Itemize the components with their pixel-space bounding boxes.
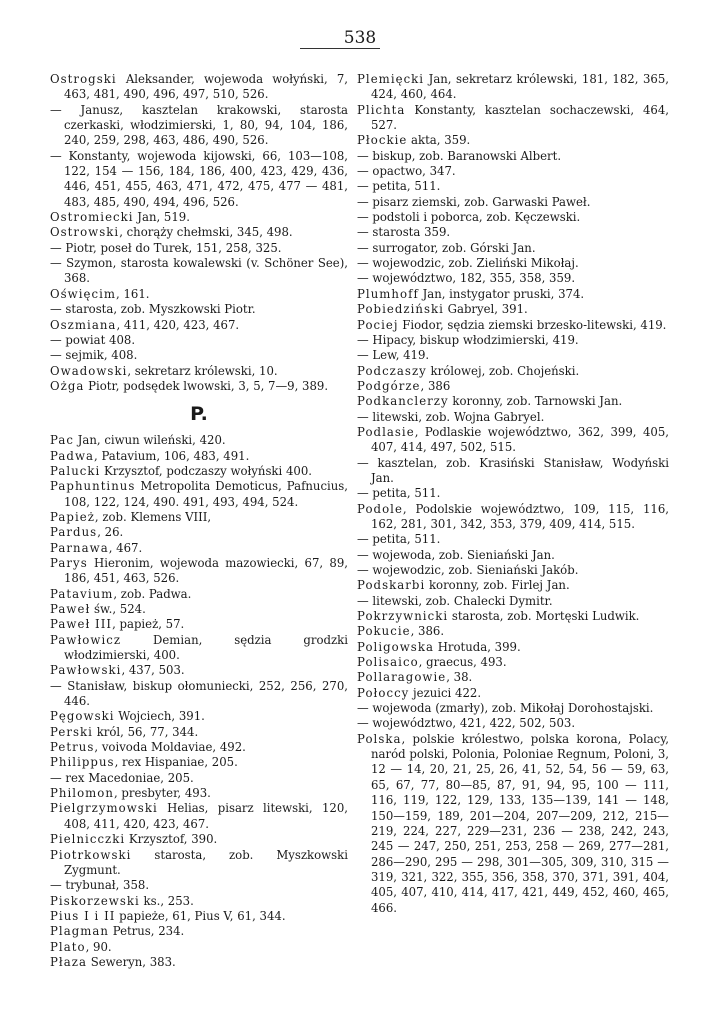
index-entry (50, 955, 348, 970)
entry-heading: Ostromiecki (50, 210, 134, 225)
entry-text: , graecus, 493. (418, 655, 507, 670)
index-entry (50, 449, 348, 464)
index-entry (357, 195, 669, 210)
entry-text: św., 524. (90, 602, 146, 616)
entry-text: Wojciech, 391. (114, 709, 205, 724)
index-entry (50, 633, 348, 664)
entry-text: , 411, 420, 423, 467. (116, 317, 240, 332)
entry-heading: Philippus (50, 755, 115, 770)
index-entry (50, 755, 348, 770)
entry-text: ks., 253. (139, 893, 194, 908)
entry-text: Jan, sekretarz królewski, 181, 182, 365, 424, 460, 464. (371, 72, 669, 102)
index-entry (357, 333, 669, 348)
entry-heading: Patavium (50, 586, 114, 601)
entry-text: Jan, 519. (133, 210, 190, 225)
entry-text: — litewski, zob. Chalecki Dymitr. (357, 593, 553, 608)
index-entry (50, 725, 348, 740)
page-number: 538 (343, 28, 377, 48)
entry-heading: Pielnicczki (50, 832, 126, 847)
index-entry (50, 617, 348, 632)
entry-text: — podstoli i poborca, zob. Kęczewski. (357, 210, 581, 225)
entry-text: koronny, zob. Firlej Jan. (425, 578, 570, 593)
entry-text: , zob. Padwa. (113, 586, 192, 601)
entry-text: starosta, zob. Myszkowski Zygmunt. (64, 847, 348, 877)
index-entry (50, 149, 348, 210)
entry-text: , 386 (420, 378, 451, 393)
entry-text: Krzysztof, podczaszy wołyński 400. (100, 463, 312, 478)
entry-text: — Lew, 419. (357, 348, 430, 363)
index-entry (357, 548, 669, 563)
entry-text: starosta, zob. Mortęski Ludwik. (448, 609, 640, 624)
entry-text: Petrus, 234. (109, 924, 185, 939)
entry-text: , Patavium, 106, 483, 491. (94, 448, 250, 463)
entry-text: — województwo, 421, 422, 502, 503. (357, 716, 576, 731)
index-entry (357, 210, 669, 225)
index-entry (357, 133, 669, 148)
index-entry (357, 686, 669, 701)
entry-text: , rex Hispaniae, 205. (114, 755, 238, 770)
index-entry (50, 241, 348, 256)
index-entry (357, 716, 669, 731)
index-entry (50, 510, 348, 525)
entry-heading: Perski (50, 724, 93, 739)
entry-text: , zob. Klemens VIII, (94, 509, 212, 524)
entry-text: Jan, instygator pruski, 374. (418, 286, 585, 301)
entry-text: , papież, 57. (112, 617, 185, 632)
index-entry (50, 848, 348, 879)
index-entry (50, 663, 348, 678)
entry-text: , Podlaskie województwo, 362, 399, 405, 407, 414, 497, 502, 515. (371, 424, 669, 455)
entry-text: — wojewoda (zmarły), zob. Mikołaj Dorohostajski. (357, 701, 654, 716)
entry-heading: Pociej (357, 317, 399, 332)
entry-text: — petita, 511. (357, 532, 441, 547)
entry-text: , sekretarz królewski, 10. (127, 363, 278, 378)
entry-heading: Podskarbi (357, 578, 426, 593)
entry-heading: Polisaico (357, 655, 419, 670)
index-entry (357, 302, 669, 317)
index-entry (357, 410, 669, 425)
index-entry (50, 103, 348, 149)
index-entry (357, 532, 669, 547)
entry-heading: Pobiedziński (357, 302, 444, 317)
index-entry (357, 502, 669, 533)
entry-heading: Plato (50, 939, 86, 954)
index-entry (50, 587, 348, 602)
entry-heading: Parys (50, 555, 88, 570)
entry-text: Gabryel, 391. (443, 302, 528, 317)
entry-text: Piotr, podsędek lwowski, 3, 5, 7—9, 389. (84, 378, 329, 393)
entry-text: — surrogator, zob. Górski Jan. (357, 240, 536, 255)
entry-text: — litewski, zob. Wojna Gabryel. (357, 409, 545, 424)
entry-text: papieże, 61, Pius V, 61, 344. (115, 908, 286, 923)
entry-heading: Ostrowski (50, 225, 120, 240)
entry-heading: Pawłowicz (50, 632, 122, 647)
entry-heading: Podlasie (357, 424, 415, 439)
entry-heading: Podgórze (357, 378, 421, 393)
index-entry (50, 940, 348, 955)
index-entry (357, 394, 669, 409)
index-entry (357, 609, 669, 624)
section-heading: P. (190, 403, 208, 426)
index-column-right (357, 72, 669, 916)
entry-heading: Pokrzywnicki (357, 609, 449, 624)
entry-text: , polskie królestwo, polska korona, Polacy, naród polski, Polonia, Poloniae Regnum, Poloni, 3, 12 — 14, 20, 21, 25, 26, 41, 52, 54, 56 — 59, 63, 65, 67, 77, 80—85, 87, 91, 94, 95, 100 — 111, 116, 119, 122, 129, 133, 135—139, 141 — 148, 150—159, 189, 201—204, 207—209, 212, 215—219, 224, 227, 229—231, 236 — 238, 242, 243, 245 — 247, 250, 251, 253, 258 — 269, 277—281, 286—290, 295 — 298, 301—305, 309, 310, 315 — 319, 321, 322, 355, 356, 358, 370, 371, 391, 404, 405, 407, 410, 414, 417, 421, 449, 452, 460, 465, 466. (371, 731, 669, 915)
index-entry (357, 670, 669, 685)
index-entry (357, 287, 669, 302)
entry-text: Fiodor, sędzia ziemski brzesko-litewski, 419. (398, 317, 667, 332)
index-entry (357, 225, 669, 240)
index-entry (50, 709, 348, 724)
entry-heading: Papież (50, 509, 95, 524)
entry-text: Helias, pisarz litewski, 120, 408, 411, 420, 423, 467. (64, 801, 348, 831)
entry-text: Aleksander, wojewoda wołyński, 7, 463, 481, 490, 496, 497, 510, 526. (64, 72, 348, 102)
entry-text: — biskup, zob. Baranowski Albert. (357, 148, 562, 163)
index-entry (50, 602, 348, 617)
entry-text: , chorąży chełmski, 345, 498. (119, 225, 293, 240)
header-rule (300, 48, 380, 49)
entry-text: jezuici 422. (409, 685, 482, 700)
index-entry (357, 655, 669, 670)
index-entry (357, 164, 669, 179)
entry-text: — Stanisław, biskup ołomuniecki, 252, 256, 270, 446. (50, 678, 348, 709)
index-entry (357, 425, 669, 456)
entry-text: , 26. (97, 525, 124, 540)
entry-text: — petita, 511. (357, 486, 441, 501)
index-entry (50, 786, 348, 801)
entry-text: — trybunał, 358. (50, 878, 150, 893)
index-entry (50, 210, 348, 225)
index-entry (50, 464, 348, 479)
entry-text: , 467. (108, 540, 143, 555)
entry-heading: Philomon (50, 786, 114, 801)
entry-text: koronny, zob. Tarnowski Jan. (448, 394, 623, 409)
entry-heading: Poligowska (357, 639, 435, 654)
entry-text: — Piotr, poseł do Turek, 151, 258, 325. (50, 240, 282, 255)
index-entry (357, 271, 669, 286)
entry-heading: Ożga (50, 378, 85, 393)
entry-heading: Połoccy (357, 685, 410, 700)
entry-heading: Padwa (50, 448, 95, 463)
entry-heading: Pokucie (357, 624, 411, 639)
entry-heading: Piskorzewski (50, 893, 140, 908)
entry-heading: Oświęcim (50, 286, 117, 301)
entry-text: — rex Macedoniae, 205. (50, 770, 194, 785)
index-entry (357, 624, 669, 639)
entry-text: , 437, 503. (121, 663, 185, 678)
entry-heading: Pius I i II (50, 908, 116, 923)
entry-text: — wojewodzic, zob. Zieliński Mikołaj. (357, 256, 579, 271)
index-entry (50, 433, 348, 448)
entry-heading: Plagman (50, 924, 110, 939)
entry-heading: Oszmiana (50, 317, 117, 332)
entry-heading: Pielgrzymowski (50, 801, 158, 816)
entry-heading: Plumhoff (357, 286, 419, 301)
index-entry (357, 456, 669, 487)
entry-text: — Hipacy, biskup włodzimierski, 419. (357, 332, 579, 347)
index-entry (50, 556, 348, 587)
index-entry (50, 525, 348, 540)
entry-text: — Szymon, starosta kowalewski (v. Schöner See), 368. (50, 256, 348, 286)
index-entry (357, 103, 669, 134)
entry-text: , 386. (410, 624, 445, 639)
index-entry (50, 801, 348, 832)
entry-text: — wojewodzic, zob. Sieniański Jakób. (357, 563, 579, 577)
index-entry (50, 832, 348, 847)
entry-heading: Palucki (50, 463, 101, 478)
entry-heading: Podczaszy (357, 363, 427, 378)
entry-heading: Pac (50, 433, 75, 448)
index-entry (357, 179, 669, 194)
index-entry (50, 740, 348, 755)
index-entry (50, 348, 348, 363)
index-entry (357, 732, 669, 916)
entry-text: Krzysztof, 390. (125, 832, 218, 847)
entry-text: — sejmik, 408. (50, 348, 138, 363)
entry-heading: Podole (357, 501, 403, 516)
entry-heading: Petrus (50, 740, 95, 755)
entry-heading: Pawłowski (50, 663, 122, 678)
entry-heading: Owadowski (50, 363, 128, 378)
index-entry (50, 679, 348, 710)
index-entry (357, 72, 669, 103)
index-entry (357, 241, 669, 256)
index-entry (357, 578, 669, 593)
entry-text: — pisarz ziemski, zob. Garwaski Paweł. (357, 194, 591, 209)
entry-text: — starosta, zob. Myszkowski Piotr. (50, 302, 256, 317)
index-entry (50, 72, 348, 103)
index-entry (50, 878, 348, 893)
entry-text: Konstanty, kasztelan sochaczewski, 464, 527. (371, 102, 669, 133)
index-column-left (50, 72, 348, 970)
entry-text: Hrotuda, 399. (434, 639, 521, 654)
index-entry (50, 318, 348, 333)
index-entry (357, 594, 669, 609)
entry-text: król, 56, 77, 344. (92, 724, 199, 739)
entry-text: , voivoda Moldaviae, 492. (94, 740, 246, 755)
index-entry (50, 541, 348, 556)
entry-heading: Paweł (50, 602, 91, 616)
entry-text: , 161. (116, 286, 150, 301)
index-entry (357, 348, 669, 363)
index-entry (357, 318, 669, 333)
entry-heading: Plemięcki (357, 72, 425, 86)
index-entry (50, 379, 348, 394)
entry-text: — Janusz, kasztelan krakowski, starosta czerkaski, włodzimierski, 1, 80, 94, 104, 186, 240, 259, 298, 463, 486, 490, 526. (50, 102, 348, 148)
entry-text: akta, 359. (407, 133, 471, 148)
entry-heading: Podkanclerzy (357, 394, 449, 409)
entry-text: Metropolita Demoticus, Pafnucius, 108, 122, 124, 490. 491, 493, 494, 524. (64, 479, 348, 509)
entry-heading: Pardus (50, 525, 98, 540)
index-entry (50, 333, 348, 348)
index-entry (50, 287, 348, 302)
index-entry (357, 640, 669, 655)
entry-text: , presbyter, 493. (113, 786, 211, 801)
entry-heading: Płockie (357, 133, 408, 148)
index-entry (50, 225, 348, 240)
index-entry (357, 364, 669, 379)
entry-text: Jan, ciwun wileński, 420. (74, 433, 226, 448)
entry-text: — petita, 511. (357, 179, 441, 194)
entry-heading: Pollaragowie (357, 670, 447, 685)
entry-text: Seweryn, 383. (87, 954, 176, 969)
entry-text: królowej, zob. Chojeński. (426, 363, 580, 378)
index-entry (50, 924, 348, 939)
index-entry (50, 302, 348, 317)
index-entry (357, 256, 669, 271)
index-entry (357, 486, 669, 501)
entry-text: — kasztelan, zob. Krasiński Stanisław, Wodyński Jan. (357, 455, 669, 485)
entry-heading: Ostrogski (50, 72, 117, 86)
entry-heading: Polska (357, 731, 402, 746)
entry-text: Demian, sędzia grodzki włodzimierski, 400. (64, 632, 348, 663)
entry-text: — Konstanty, wojewoda kijowski, 66, 103—108, 122, 154 — 156, 184, 186, 400, 423, 429, 436, 446, 451, 455, 463, 471, 472, 475, 477 — 481, 483, 485, 490, 494, 496, 526. (50, 148, 348, 209)
index-entry (357, 563, 669, 578)
entry-text: , Podolskie województwo, 109, 115, 116, 162, 281, 301, 342, 353, 379, 409, 414, 515. (371, 501, 669, 531)
entry-heading: Parnawa (50, 540, 109, 555)
index-entry (50, 256, 348, 287)
index-entry (50, 479, 348, 510)
entry-heading: Piotrkowski (50, 847, 132, 862)
index-entry (50, 894, 348, 909)
entry-heading: Plichta (357, 102, 406, 117)
index-entry (357, 149, 669, 164)
entry-heading: Paweł III (50, 617, 113, 632)
entry-text: , 90. (85, 939, 112, 954)
entry-heading: Płaza (50, 954, 88, 969)
index-entry (357, 701, 669, 716)
entry-heading: Pęgowski (50, 709, 115, 724)
index-entry (50, 771, 348, 786)
entry-text: — powiat 408. (50, 332, 136, 347)
index-entry (50, 364, 348, 379)
entry-text: — województwo, 182, 355, 358, 359. (357, 271, 576, 286)
entry-text: Hieronim, wojewoda mazowiecki, 67, 89, 186, 451, 463, 526. (64, 555, 348, 586)
index-entry (50, 909, 348, 924)
index-entry (357, 379, 669, 394)
entry-text: , 38. (446, 670, 473, 685)
entry-text: — wojewoda, zob. Sieniański Jan. (357, 547, 555, 562)
entry-text: — opactwo, 347. (357, 164, 456, 179)
entry-text: — starosta 359. (357, 225, 451, 240)
entry-heading: Paphuntinus (50, 479, 136, 494)
